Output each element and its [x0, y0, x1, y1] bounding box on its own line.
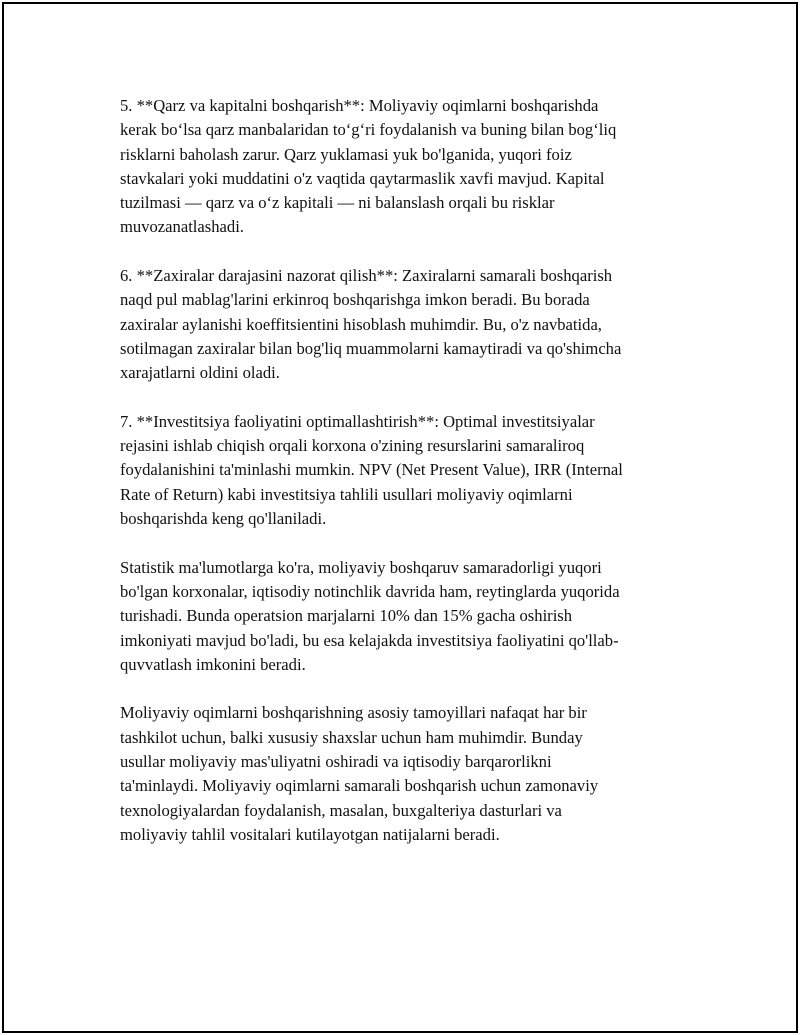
paragraph-investment-optimization: 7. **Investitsiya faoliyatini optimallashtirish**: Optimal investitsiyalar rejasini ishlab chiqish orqali korxona o'zining resurslarini samaraliroq foydalanishini ta'minlashi mumkin. NPV (Net Present Value), IRR (Internal Rate of Return) kabi investitsiya tahlili usullari moliyaviy oqimlarni boshqarishda keng qo'llaniladi.	[120, 411, 623, 529]
paragraph-conclusion: Moliyaviy oqimlarni boshqarishning asosiy tamoyillari nafaqat har bir tashkilot uchun, balki xususiy shaxslar uchun ham muhimdir. Bunday usullar moliyaviy mas'uliyatni oshiradi va iqtisodiy barqarorlikni ta'minlaydi. Moliyaviy oqimlarni samarali boshqarish uchun zamonaviy texnologiyalardan foydalanish, masalan, buxgalteriya dasturlari va moliyaviy tahlil vositalari kutilayotgan natijalarni beradi.	[120, 703, 599, 844]
paragraph-debt-capital-management: 5. **Qarz va kapitalni boshqarish**: Moliyaviy oqimlarni boshqarishda kerak bo‘lsa qarz manbalaridan to‘g‘ri foydalanish va buning bilan bog‘liq risklarni baholash zarur. Qarz yuklamasi yuk bo'lganida, yuqori foiz stavkalari yoki muddatini o'z vaqtida qaytarmaslik xavfi mavjud. Kapital tuzilmasi — qarz va o‘z kapitali — ni balanslash orqali bu risklar muvozanatlashadi.	[120, 96, 617, 237]
document-page	[2, 2, 798, 1033]
document-body	[120, 94, 690, 872]
paragraph-inventory-control: 6. **Zaxiralar darajasini nazorat qilish**: Zaxiralarni samarali boshqarish naqd pul mablag'larini erkinroq boshqarishga imkon beradi. Bu borada zaxiralar aylanishi koeffitsientini hisoblash muhimdir. Bu, o'z navbatida, sotilmagan zaxiralar bilan bog'liq muammolarni kamaytiradi va qo'shimcha xarajatlarni oldini oladi.	[120, 266, 622, 383]
paragraph-statistics: Statistik ma'lumotlarga ko'ra, moliyaviy boshqaruv samaradorligi yuqori bo'lgan korxonalar, iqtisodiy notinchlik davrida ham, reytinglarda yuqorida turishadi. Bunda operatsion marjalarni 10% dan 15% gacha oshirish imkoniyati mavjud bo'ladi, bu esa kelajakda investitsiya faoliyatini qo'llab- quvvatlash imkonini beradi.	[120, 557, 620, 674]
